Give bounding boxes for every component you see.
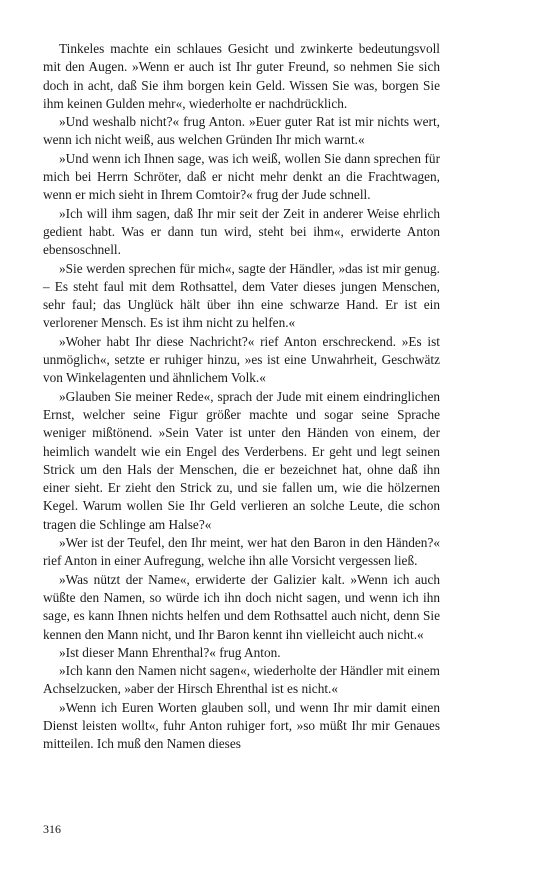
paragraph: »Sie werden sprechen für mich«, sagte der Händler, »das ist mir genug. – Es steht faul mit dem Rothsattel, dem Vater dieses jungen Menschen, sehr faul; das Unglück hält über ihn eine schwarze Hand. Er ist ein verlorener Mensch. Es ist ihm nicht zu helfen.« bbox=[43, 260, 440, 331]
paragraph: »Wer ist der Teufel, den Ihr meint, wer hat den Baron in den Händen?« rief Anton in einer Aufregung, welche ihn alle Vorsicht vergessen ließ. bbox=[43, 535, 440, 569]
paragraph: »Wenn ich Euren Worten glauben soll, und wenn Ihr mir damit einen Dienst leisten wollt«, fuhr Anton ruhiger fort, »so müßt Ihr mir Genaues mitteilen. Ich muß den Namen dieses bbox=[43, 699, 440, 752]
paragraph: »Woher habt Ihr diese Nachricht?« rief Anton erschreckend. »Es ist unmöglich«, setzte er ruhiger hinzu, »es ist eine Unwahrheit, Geschwätz von Winkelagenten und ähnlichem Volk.« bbox=[43, 333, 440, 386]
paragraph: Tinkeles machte ein schlaues Gesicht und zwinkerte bedeutungsvoll mit den Augen. »Wenn er auch ist Ihr guter Freund, so nehmen Sie sich doch in acht, daß Sie ihm borgen kein Geld. Wissen Sie was, borgen Sie ihm keinen Gulden mehr«, wiederholte er nachdrücklich. bbox=[43, 41, 440, 111]
paragraph: »Ich kann den Namen nicht sagen«, wiederholte der Händler mit einem Achselzucken, »aber der Hirsch Ehrenthal ist es nicht.« bbox=[43, 663, 440, 697]
paragraph: »Was nützt der Name«, erwiderte der Galizier kalt. »Wenn ich auch wüßte den Namen, so würde ich ihn doch nicht sagen, und wenn ich ihn sage, es kann Ihnen nichts helfen und dem Rothsattel auch nicht, denn Sie kennen den Mann nicht, und Ihr Baron kennt ihn vielleicht auch nicht.« bbox=[43, 571, 440, 642]
paragraph: »Ich will ihm sagen, daß Ihr mir seit der Zeit in anderer Weise ehrlich gedient habt. Was er dann tun wird, steht bei ihm«, erwiderte Anton ebensoschnell. bbox=[43, 205, 440, 258]
book-page bbox=[43, 40, 440, 754]
paragraph: »Glauben Sie meiner Rede«, sprach der Jude mit einem eindringlichen Ernst, welcher seine Figur größer machte und sogar seine Sprache weniger mißtönend. »Sein Vater ist unter den Händen von einem, der heimlich wandelt wie ein Engel des Verderbens. Er geht und legt seinen Strick um den Hals der Menschen, die er bezeichnet hat, ohne daß ihn einer sieht. Er zieht den Strick zu, und sie fallen um, wie die hölzernen Kegel. Warum wollen Sie Ihr Geld verlieren an solche Leute, die schon tragen die Schlinge am Halse?« bbox=[43, 388, 440, 532]
paragraph: »Und weshalb nicht?« frug Anton. »Euer guter Rat ist mir nichts wert, wenn ich nicht weiß, aus welchen Gründen Ihr mich warnt.« bbox=[43, 114, 440, 148]
paragraph: »Ist dieser Mann Ehrenthal?« frug Anton. bbox=[59, 644, 281, 660]
paragraph: »Und wenn ich Ihnen sage, was ich weiß, wollen Sie dann sprechen für mich bei Herrn Schröter, daß er nicht mehr denkt an die Frachtwagen, wenn er mich sieht in Ihrem Comtoir?« frug der Jude schnell. bbox=[43, 150, 440, 203]
page-number: 316 bbox=[43, 822, 61, 836]
